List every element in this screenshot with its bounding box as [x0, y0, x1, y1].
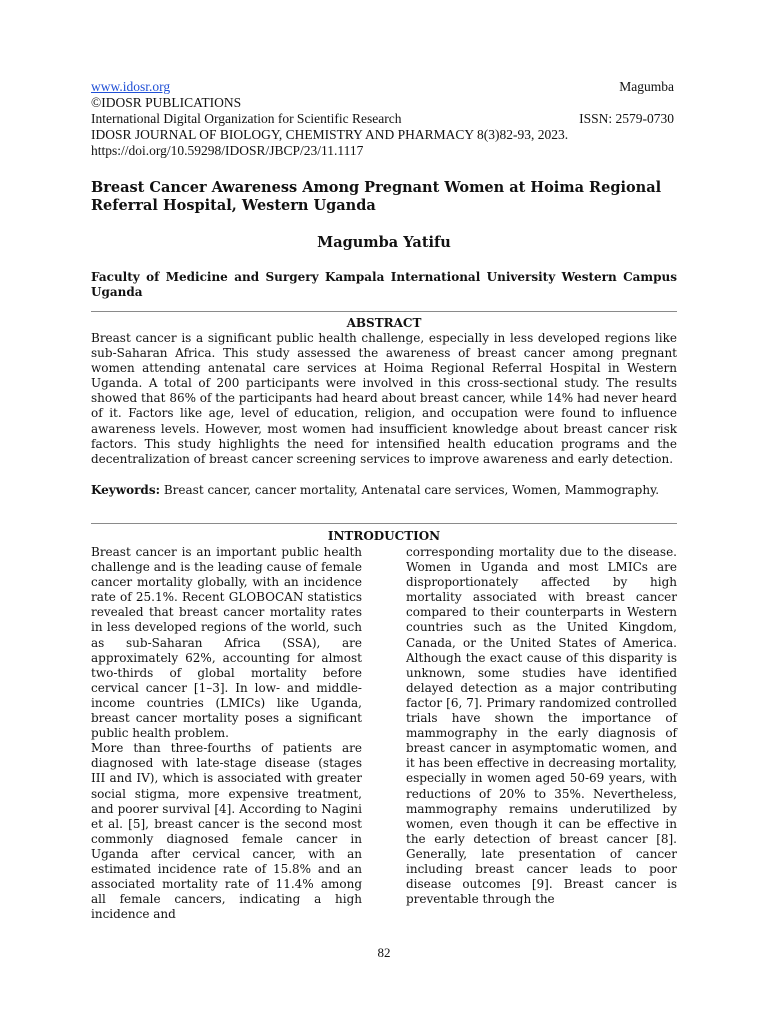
intro-paragraph: corresponding mortality due to the disease. Women in Uganda and most LMICs are disproportionately affected by high mortality associated with breast cancer compared to their counterparts in Western countries such as the United Kingdom, Canada, or the United States of America. Although the exact cause of this disparity is unknown, some studies have identified delayed detection as a major contributing factor [6, 7]. Primary randomized controlled trials have shown the importance of mammography in the early diagnosis of breast cancer in asymptomatic women, and it has been effective in decreasing mortality, especially in women aged 50-69 years, with reductions of 20% to 35%. Nevertheless, mammography remains underutilized by women, even though it can be effective in the early detection of breast cancer [8]. Generally, late presentation of cancer including breast cancer leads to poor disease outcomes [9]. Breast cancer is preventable through the [406, 545, 677, 907]
intro-paragraph: More than three-fourths of patients are diagnosed with late-stage disease (stages III and IV), which is associated with greater social stigma, more expensive treatment, and poorer survival [4]. According to Nagini et al. [5], breast cancer is the second most commonly diagnosed female cancer in Uganda after cervical cancer, with an estimated incidence rate of 15.8% and an associated mortality rate of 11.4% among all female cancers, indicating a high incidence and [91, 741, 362, 922]
page-number: 82 [377, 945, 391, 960]
abstract-heading: ABSTRACT [346, 316, 422, 330]
issn: ISSN: 2579-0730 [579, 111, 674, 126]
divider-bottom [91, 523, 677, 524]
introduction-heading: INTRODUCTION [327, 529, 441, 543]
intro-left-column [91, 545, 362, 922]
affiliation: Faculty of Medicine and Surgery Kampala International University Western Campus Uganda [91, 270, 677, 299]
intro-right-column [406, 545, 677, 907]
publisher: ©IDOSR PUBLICATIONS [91, 95, 242, 110]
paper-title: Breast Cancer Awareness Among Pregnant Women at Hoima Regional Referral Hospital, Western Uganda [91, 179, 662, 214]
organization: International Digital Organization for Scientific Research [91, 111, 402, 126]
author-name: Magumba Yatifu [317, 234, 451, 251]
abstract-text: Breast cancer is a significant public health challenge, especially in less developed regions like sub-Saharan Africa. This study assessed the awareness of breast cancer among pregnant women attending antenatal care services at Hoima Regional Referral Hospital in Western Uganda. A total of 200 participants were involved in this cross-sectional study. The results showed that 86% of the participants had heard about breast cancer, while 14% had never heard of it. Factors like age, level of education, religion, and occupation were found to influence awareness levels. However, most women had insufficient knowledge about breast cancer risk factors. This study highlights the need for intensified health education programs and the decentralization of breast cancer screening services to improve awareness and early detection. [91, 331, 677, 466]
keywords [91, 483, 677, 498]
keywords-list: Breast cancer, cancer mortality, Antenatal care services, Women, Mammography. [163, 483, 660, 497]
keywords-label: Keywords: [91, 483, 161, 497]
doi: https://doi.org/10.59298/IDOSR/JBCP/23/11.1117 [91, 143, 364, 158]
website-link-container [91, 79, 170, 95]
website-link[interactable]: www.idosr.org [91, 79, 171, 94]
journal-citation: IDOSR JOURNAL OF BIOLOGY, CHEMISTRY AND PHARMACY 8(3)82-93, 2023. [91, 127, 569, 142]
intro-paragraph: Breast cancer is an important public health challenge and is the leading cause of female cancer mortality globally, with an incidence rate of 25.1%. Recent GLOBOCAN statistics revealed that breast cancer mortality rates in less developed regions of the world, such as sub-Saharan Africa (SSA), are approximately 62%, accounting for almost two-thirds of global mortality before cervical cancer [1–3]. In low- and middle-income countries (LMICs) like Uganda, breast cancer mortality poses a significant public health problem. [91, 545, 362, 741]
divider-top [91, 311, 677, 312]
running-author: Magumba [619, 79, 674, 94]
